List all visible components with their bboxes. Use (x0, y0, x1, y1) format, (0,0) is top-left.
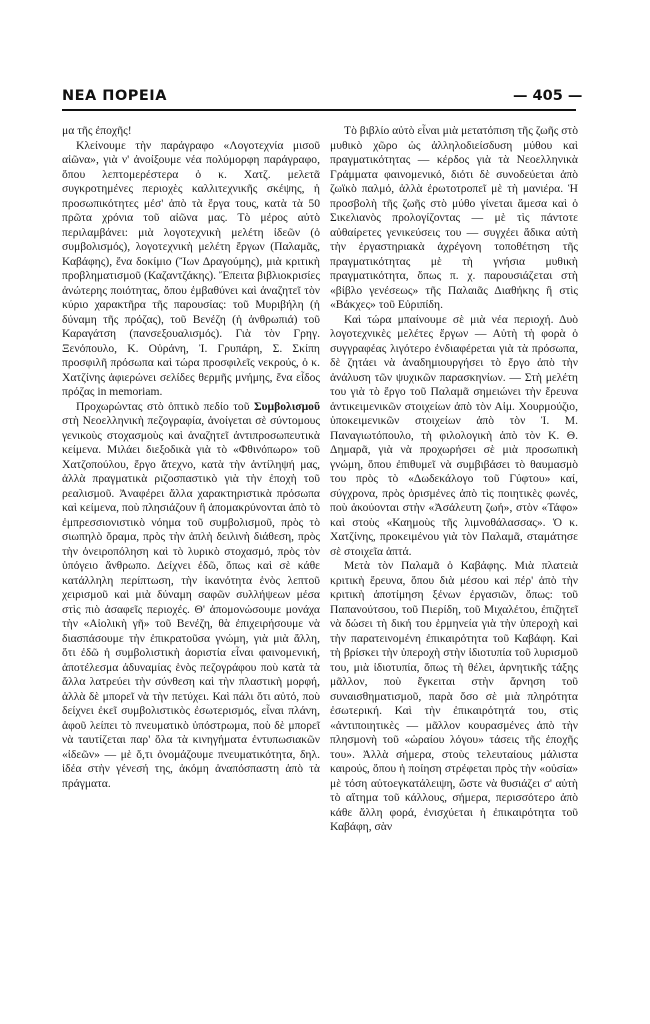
paragraph: Κλείνουμε τὴν παράγραφο «Λογοτεχνία μισοῦ αἰῶνα», γιὰ ν' ἀνοίξουμε νέα πολύμορφη παράγραφο, ὅπου λεπτομερέστερα ὁ κ. Χατζ. μελετᾶ συγκροτημένες περιοχὲς καλλιτεχνικῆς σκέψης, ἡ προσωπικότητες μέσ' ἀπὸ τὰ ἔργα τους, κατὰ τὰ 50 πρῶτα χρόνια τοῦ αἰῶνα μας. Τὸ μέρος αὐτὸ περιλαμβάνει: μιὰ λογοτεχνικὴ μελέτη ἰδεῶν (ὁ συμβολισμός), λογοτεχνικὴ μελέτη ἔργων (Παλαμᾶς, Καβάφης), ἕνα δοκίμιο (Ἴων Δραγούμης), μιὰ κριτικὴ προβληματισμοῦ (Καζαντζάκης). Ἔπειτα βιβλιοκρισίες ἀνώτερης ποιότητας, ὅπου ἐμβαθύνει καὶ ἀναζητεῖ τὸν κύριο χαρακτῆρα τῆς παρουσίας: τοῦ Μυριβήλη (ἡ δύναμη τῆς πρόζας), τοῦ Βενέζη (ἡ ἀνθρωπιά) τοῦ Καραγάτση (πανσεξουαλισμός). Γιὰ τὸν Γρηγ. Ξενόπουλο, Κ. Οὐράνη, Ἰ. Γρυπάρη, Σ. Σκίπη προσφιλῆ πρόσωπα καὶ τώρα προσφιλεῖς νεκρούς, ὁ κ. Χατζίνης ἀφιερώνει σελίδες θερμῆς μνήμης, ἕνα εἶδος πρόζας in memoriam. (62, 138, 320, 398)
paragraph (62, 400, 320, 792)
paragraph-body: στὴ Νεοελληνικὴ πεζογραφία, ἀνοίγεται σὲ σύντομους γενικοὺς στοχασμοὺς καὶ ἀναζητεῖ ἀντιπροσωπευτικὰ κείμενα. Μιλάει διεξοδικὰ γιὰ τὸ «Φθινόπωρο» τοῦ Χατζοπούλου, ἔργο ἄτεχνο, κατὰ τὴν ἀντίληψή μας, ἀλλὰ πραγματικὰ ριζοσπαστικὸ γιὰ τὴν ἐποχὴ τοῦ ρεαλισμοῦ. Ἀναφέρει ἄλλα χαρακτηριστικὰ πρόσωπα καὶ κείμενα, ποὺ πλησιάζουν ἢ ἀπομακρύνονται ἀπὸ τὸ ἐμπρεσσιονιστικὸ νόημα τοῦ συμβολισμοῦ, πρὸς τὸ σιωπηλὸ ὅραμα, πρὸς τὴν ἁπλὴ δειλινὴ διάθεση, πρὸς τὴν ὀνειροπόληση καὶ τὸ λυρικὸ στοχασμό, πρὸς τὸν ὑπόγειο ἄνθρωπο. Δείχνει ἐδῶ, ὅπως καὶ σὲ κάθε κατάλληλη περίπτωση, τὴν ἱκανότητα ἑνὸς λεπτοῦ χειρισμοῦ καὶ μιὰ δύναμη σαφῶν συλλήψεων μέσα στὶς πιὸ ἀσαφεῖς περιοχές. Θ' ἀπομονώσουμε μονάχα τὴν «Αἰολικὴ γῆ» τοῦ Βενέζη, θὰ ἐπιχειρήσουμε νὰ διασπάσουμε τὴν ἐπικρατοῦσα γνώμη, γιὰ μιὰ ἄλλη, ὅτι ἐδῶ ἡ συμβολιστικὴ ἀοριστία εἶναι φαινομενική, ἀποτέλεσμα ἀδυναμίας ἑνὸς πεζογράφου ποὺ κατὰ τὰ ἄλλα λατρεύει τὴν σύνθεση καὶ τὴν πλαστικὴ μορφή, ἀλλὰ δὲ μπορεῖ νὰ τὴν πετύχει. Καὶ πάλι ὅτι αὐτό, ποὺ δείχνει ἐκεῖ συμβολιστικὸς ἐσωτερισμός, εἶναι πλάνη, ἀφοῦ λείπει τὸ πνευματικὸ ὑπόστρωμα, ποὺ δὲ μπορεῖ νὰ ταυτίζεται παρ' ὅλα τὰ κινηγήματα ἐντυπωσιακῶν «ἰδεῶν» — μὲ ὅ,τι ὀνομάζουμε πνευματικότητα, δηλ. ἰδέα στὴν γένεσή της, ἀκόμη ἀναπόσπαστη ἀπὸ τὰ πράγματα. (62, 414, 320, 790)
emphasized-term: Συμβολισμοῦ (253, 399, 320, 413)
paragraph: Καὶ τώρα μπαίνουμε σὲ μιὰ νέα περιοχή. Δυὸ λογοτεχνικὲς μελέτες ἔργων — Αὐτὴ τὴ φορὰ ὁ συγγραφέας λιγότερο ἐνδιαφέρεται γιὰ τὰ πρόσωπα, δὲ ζητάει νὰ ἀναδημιουργήσει τὸ ἔργο ἀπὸ τὴν ἀνάλυση τῶν ψυχικῶν παρασκηνίων. — Στὴ μελέτη του γιὰ τὸ ἔργο τοῦ Παλαμᾶ σημειώνει τὴν ἔρευνα ἀντικειμενικῶν στοιχείων ἀπὸ τὸν Αἰμ. Χουρμούζιο, ὑποκειμενικῶν στοιχείων ἀπὸ τὸν Ἰ. Μ. Παναγιωτόπουλο, τὴ φιλολογικὴ ἀπὸ τὸν Κ. Θ. Δημαρᾶ, γιὰ νὰ προχωρήσει σὲ μιὰ προσωπικὴ γνώμη, ὅπου ἐπιθυμεῖ νὰ συμβιβάσει τὸ θαυμασμὸ του πρὸς τὸ «Δωδεκάλογο τοῦ Γύφτου» καί, σύγχρονα, πρὸς ὁρισμένες ἀπὸ τὶς ποιητικὲς φωνές, ποὺ ἀκούονται στὴν «Ἀσάλευτη ζωή», στὸν «Τάφο» καὶ στοὺς «Καημοὺς τῆς λιμνοθάλασσας». Ὁ κ. Χατζίνης, προκειμένου γιὰ τὸν Παλαμᾶ, σταμάτησε σὲ στοιχεῖα ἁπτά. (330, 312, 578, 558)
paragraph-lead: Προχωρώντας στὸ ὀπτικὸ πεδίο τοῦ (76, 399, 250, 413)
header-rule (62, 109, 576, 111)
right-column (330, 124, 578, 835)
paragraph: Μετὰ τὸν Παλαμᾶ ὁ Καβάφης. Μιὰ πλατειὰ κριτικὴ ἔρευνα, ὅπου διὰ μέσου καὶ πέρ' ἀπὸ τὴν κριτικὴ ἀποτίμηση ξένων ἐργασιῶν, ὅπως: τοῦ Παπανούτσου, τοῦ Πιερίδη, τοῦ Μιχαλέτου, ἐπιζητεῖ νὰ δώσει τὴ δική του ἑρμηνεία γιὰ τὴν ὑπεροχὴ καὶ τὴν παρατεινομένη ἐπικαιρότητα τοῦ Καβάφη. Καὶ τὴ βρίσκει τὴν ὑπεροχὴ στὴν ἰδιοτυπία τοῦ λυρισμοῦ του, μιὰ ἰδιοτυπία, ὅπως τὴ θέλει, ἀρνητικῆς τάξης μᾶλλον, ποὺ ἔγκειται στὴν ἄρνηση τοῦ συναισθηματισμοῦ, παρὰ ὅσο σὲ μιὰ πληρότητα ἐσωτερική. Καὶ τὴν ἐπικαιρότητά του, στὶς «ἀντιποιητικὲς — μᾶλλον κουρασμένες ἀπὸ τὴν πλησμονὴ τοῦ «ὡραίου λόγου» τάσεις τῆς ἐποχῆς του». Ἀλλὰ σήμερα, στοὺς τελευταίους μάλιστα καιρούς, ὅπου ἡ ποίηση στρέφεται πρὸς τὴν «οὐσία» μὲ τόση αὐτοεγκατάλειψη, ὥστε νὰ θυσιάζει σ' αὐτὴ τὸ αἴτημα τοῦ κάλλους, σήμερα, περισσότερο ἀπὸ κάθε ἄλλη φορά, ἐνισχύεται ἡ ἐπικαιρότητα τοῦ Καβάφη, σὰν (330, 559, 578, 833)
page-number: — 405 — (513, 88, 583, 104)
running-header-title: ΝΕΑ ΠΟΡΕΙΑ (62, 88, 167, 104)
paragraph-continuation: μα τῆς ἐποχῆς! (62, 124, 132, 137)
paragraph: Τὸ βιβλίο αὐτὸ εἶναι μιὰ μετατόπιση τῆς ζωῆς στὸ μυθικὸ χῶρο ὡς ἀλληλοδιείσδυση μύθου καὶ πραγματικότητας — κέρδος γιὰ τὰ Νεοελληνικὰ Γράμματα φαινομενικό, διότι δὲ συνοδεύεται ἀπὸ ζωϊκὸ παλμό, ἀλλὰ ἐρωτοτροπεῖ μὲ τὴ μανιέρα. Ἡ προσβολὴ τῆς ζωῆς στὸ μύθο γίνεται ἄμεσα καὶ ὁ Σικελιανὸς προλογίζοντας — μὲ τὶς πάντοτε αὐθαίρετες γενικεύσεις του — συγχέει ἄδικα αὐτὴ τὴν ἐργαστηριακὰ ἀχρέγονη τοποθέτηση τῆς πραγματικότητας μὲ τὴ γνήσια μυθικὴ πραγματικότητα, ὅπως π. χ. παρουσιάζεται στὴ «βίβλο γενέσεως» τῆς Παλαιᾶς Διαθήκης ἢ στὶς «Βάκχες» τοῦ Εὐριπίδη. (330, 124, 578, 311)
left-column (62, 124, 320, 791)
